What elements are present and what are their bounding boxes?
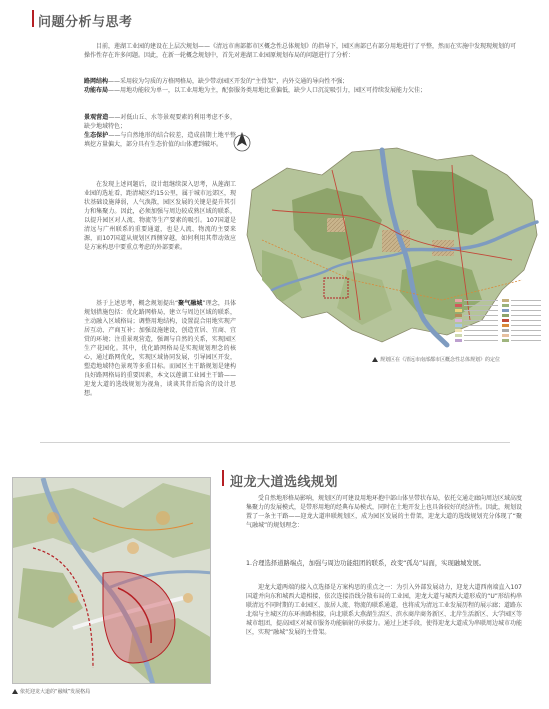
issue-list-wide <box>84 77 516 95</box>
route-principle-1: 1.合理选择道路端点，加强与周边功能组团的联系，改变“孤岛”局面，实现融城发展。 <box>246 560 486 567</box>
concept-text: 基于上述思考，概念规划提出“聚气融城”理念，具体规划措施包括：优化路网格局，建立与周边区域的联系，主动融入区域格局；调整用地结构，设置混合用地实现产居互动、产商互补；加强设施建设，创造宜居、宜商、宜赏的环境；注重景观营造，强调与自然的关系，实现园区生产花园化。其中，优化路网格局是实现规划理念的核心，通过路网优化，实现区域协同发展，引导园区开发，塑造地域特色景观等多重目标。而园区主干路规划是建构良好路网格局的重要因素，本文以莲湖工业园主干路——迎龙大道的选线规划为视角，谈谈其背后隐含的设计思想。 <box>84 300 236 397</box>
route-map-caption: 依托迎龙大道的“融城”发展格局 <box>12 689 90 696</box>
regional-map-caption: 规划区在《清远市南部都市区概念性总体规划》的定位 <box>372 357 500 364</box>
intro-text: 目前，莲湖工业园的建设在上层次规划——《清远市南部都市区概念性总体规划》的指导下，园区南部已有部分用地进行了平整，然而在实施中发现现规划的可操作性存在许多问题。因此，在新一轮概念规划中，首先对莲湖工业园原规划布局的问题进行了分析： <box>84 43 517 59</box>
concept-paragraph <box>84 299 236 398</box>
analysis-text: 在发现上述问题后，设计组继续深入思考，从莲湖工业园的选址看，距清城区约15公里，属于城市远郊区，现状基础设施薄弱，人气涣散，园区发展的关键是提升其引力和集聚力。因此，必须加强与周边较成熟区域的联系，以提升园区对人流、物流等生产要素的吸引。107国道是清远与广州联系的重要通道，也是人流、物流的主要来源，而107国道从规划区西侧穿越，如何利用其带动效应是方案构思中要重点考虑的外部要素。 <box>84 181 236 251</box>
route-map-graphic <box>13 478 211 684</box>
route-endpoint-paragraph <box>246 583 522 637</box>
issue-ecology: 生态保护——与自然地形的结合较差，造成前期土地平整填挖方量偏大，部分具有生态价值的山体遭到破坏。 <box>84 132 236 148</box>
intro-paragraph <box>84 42 516 60</box>
section-accent-bar <box>32 10 34 27</box>
section-title-route: 迎龙大道选线规划 <box>230 475 339 490</box>
issue-list-narrow <box>84 113 236 149</box>
route-endpoint-text: 迎龙大道两端的接入点选择是方案构思的重点之一：为引入外部发展动力，迎龙大道西南端直入107国道并向东和城西大道相接，依次连接沿线分散布局的工业园，迎龙大道与城西大道形成的“U”形结构串联清远不同时期的工业园区、旅居人流、物流的联系通道，也将成为清远工业发展历程的展示廊；道路东北端与主城区的东环南路相接，向北联系大燕湖生活区、滨水商岸商务新区、北岸生活新区、大学园区等城市组团，提高园区对城市服务功能辐射的承接力。通过上述手段，使得迎龙大道成为串联周边城市功能区，实现“融城”发展的主骨架。 <box>246 584 523 636</box>
caption-triangle-icon <box>12 689 18 694</box>
section-divider <box>40 442 510 443</box>
route-layout-map <box>12 477 211 684</box>
route-intro-text: 受自然地形格局影响，规划区的可建设用地环抱中部山体呈带状布局，依托交通走廊向周边区域高度集聚力的发展模式，是带形用地的经典布局模式，同时在土地开发上也具备较好的经济性。因此，规划设置了一条主干路——迎龙大道串联规划区，成为园区发展的主骨架，迎龙大道的选线规划充分体现了“聚气融城”的规划理念： <box>246 495 523 529</box>
issue-landscape: 景观营造——对低山丘、水等景观要素的利用考虑不多，缺少地域特色； <box>84 114 236 130</box>
section-title-analysis: 问题分析与思考 <box>38 15 133 30</box>
analysis-paragraph <box>84 180 236 252</box>
north-arrow-icon <box>230 130 254 160</box>
section2-accent-bar <box>222 470 224 486</box>
issue-function-layout: 功能布局——用地功能较为单一，以工业用地为主，配套服务类用地比重偏低，缺少人口沉淀吸引力，园区可持续发展能力欠佳； <box>84 87 427 94</box>
map-legend <box>455 298 543 352</box>
caption-triangle-icon <box>372 357 378 362</box>
route-intro-paragraph <box>246 494 522 530</box>
issue-road-network: 路网结构——采用较为匀质的方格网格局，缺少带动园区开发的“主骨架”，内外交通的导向性不强； <box>84 78 349 85</box>
